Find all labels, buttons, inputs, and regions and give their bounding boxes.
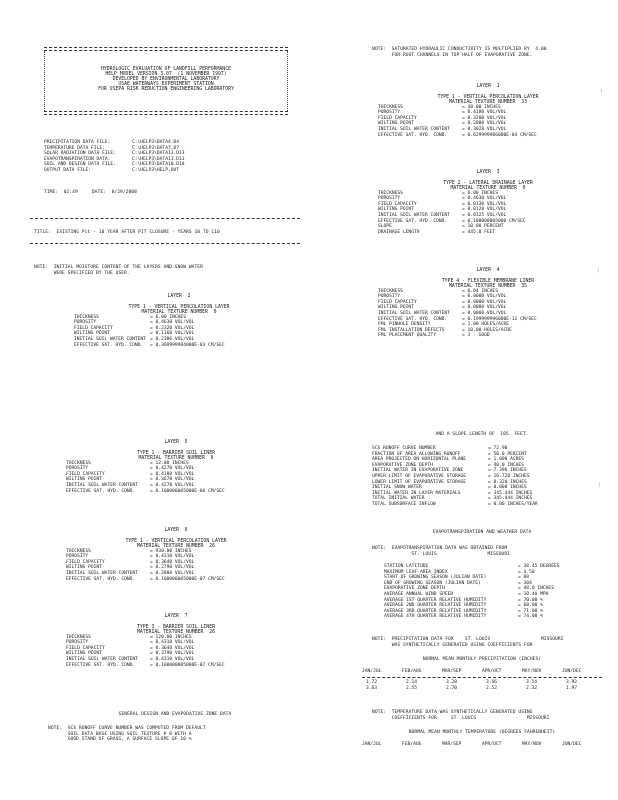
design-row: TOTAL INITIAL WATER = 345.444 INCHES xyxy=(372,496,533,502)
temp-caption: NORMAL MEAN MONTHLY TEMPERATURE (DEGREES FAHRENHEIT) xyxy=(408,730,556,735)
param-row: WILTING POINT = 0.0000 VOL/VOL xyxy=(378,305,507,311)
evapo-row: MAXIMUM LEAF AREA INDEX = 4.50 xyxy=(384,569,535,575)
layer-5-block xyxy=(66,440,286,494)
param-row: INITIAL SOIL WATER CONTENT = 0.4310 VOL/VOL xyxy=(66,656,195,662)
param-row: POROSITY = 0.4180 VOL/VOL xyxy=(378,110,507,116)
banner-line: HYDROLOGIC EVALUATION OF LANDFILL PERFORMANCE xyxy=(101,67,231,72)
evapo-row: EVAPORATIVE ZONE DEPTH = 40.0 INCHES xyxy=(384,586,554,592)
root-channel-note: NOTE: SATURATED HYDRAULIC CONDUCTIVITY IS MULTIPLIED BY 4.00 FOR ROOT CHANNELS IN TOP HALF OF EVAPORATIVE ZONE. xyxy=(372,47,547,58)
banner-box xyxy=(44,47,288,117)
param-row: POROSITY = 0.4630 VOL/VOL xyxy=(74,320,195,326)
param-row: FML PLACEMENT QUALITY = 3 - GOOD xyxy=(378,333,490,339)
input-files xyxy=(44,140,288,174)
evapo-row: END OF GROWING SEASON (JULIAN DATE) = 304 xyxy=(384,580,532,586)
evapo-row: AVERAGE ANNUAL WIND SPEED = 10.40 MPH xyxy=(384,591,549,597)
evapo-row: AVERAGE 3RD QUARTER RELATIVE HUMIDITY = 71.00 % xyxy=(384,608,543,614)
param-row: EFFECTIVE SAT. HYD. COND. = 0.629999986000E-04 CM/SEC xyxy=(378,132,537,138)
scan-mark: ( xyxy=(598,482,601,487)
banner-line: FOR USEPA RISK REDUCTION ENGINEERING LABORATORY xyxy=(98,87,234,92)
param-row: WILTING POINT = 0.1160 VOL/VOL xyxy=(74,331,195,337)
param-row: INITIAL SOIL WATER CONTENT = 0.0125 VOL/VOL xyxy=(378,212,507,218)
param-row: THICKNESS = 120.00 INCHES xyxy=(66,634,192,640)
design-row: LOWER LIMIT OF EVAPORATIVE STORAGE = 8.320 INCHES xyxy=(372,479,527,485)
table-row: 3.63 2.55 2.70 2.52 2.32 1.97 xyxy=(366,685,578,691)
evapo-row: AVERAGE 1ST QUARTER RELATIVE HUMIDITY = 70.00 % xyxy=(384,597,543,603)
evapo-note: NOTE: EVAPOTRANSPIRATION DATA WAS OBTAINED FROM ST. LOUIS MISSOURI xyxy=(372,546,510,557)
temp-note: NOTE: TEMPERATURE DATA WAS SYNTHETICALLY GENERATED USING COEFFICIENTS FOR ST. LOUIS MISSOURI xyxy=(372,710,550,721)
layer-type: TYPE 3 - BARRIER SOIL LINER xyxy=(137,624,215,630)
param-row: FML INSTALLATION DEFECTS = 10.00 HOLES/ACRE xyxy=(378,327,512,333)
moisture-note: NOTE: INITIAL MOISTURE CONTENT OF THE LAYERS AND SNOW WATER WERE SPECIFIED BY THE USER. xyxy=(34,265,203,276)
layer-type: TYPE 1 - VERTICAL PERCOLATION LAYER xyxy=(437,94,539,100)
param-row: FIELD CAPACITY = 0.3640 VOL/VOL xyxy=(66,645,195,651)
param-row: EFFECTIVE SAT. HYD. COND. = 0.100000005000E-06 CM/SEC xyxy=(66,488,225,494)
design-row: AREA PROJECTED ON HORIZONTAL PLANE = 1.000 ACRES xyxy=(372,457,524,463)
param-row: INITIAL SOIL WATER CONTENT = 0.2808 VOL/VOL xyxy=(66,570,195,576)
param-row: EFFECTIVE SAT. HYD. COND. = 0.369999984000E-03 CM/SEC xyxy=(74,342,225,348)
banner-line: HELP MODEL VERSION 3.07 (1 NOVEMBER 1997) xyxy=(105,72,227,77)
title-rule-bottom xyxy=(30,243,300,244)
layer-title: LAYER 4 xyxy=(476,268,500,273)
precip-note: NOTE: PRECIPITATION DATA FOR ST. LOUIS MISSOURI WAS SYNTHETICALLY GENERATED USING COEFFICIENTS FOR xyxy=(372,637,564,648)
param-row: THICKNESS = 6.00 INCHES xyxy=(378,190,498,196)
layer-title: LAYER 2 xyxy=(167,294,191,299)
evapo-row: STATION LATITUDE = 38.45 DEGREES xyxy=(384,564,560,569)
design-heading: AND A SLOPE LENGTH OF 105. FEET. xyxy=(435,432,529,437)
layer-texture: MATERIAL TEXTURE NUMBER 0 xyxy=(138,455,214,461)
param-row: FIELD CAPACITY = 0.4180 VOL/VOL xyxy=(66,471,195,477)
banner-line: DEVELOPED BY ENVIRONMENTAL LABORATORY xyxy=(112,77,220,82)
param-row: POROSITY = 0.4270 VOL/VOL xyxy=(66,466,195,472)
table-header: JAN/JUL FEB/AUG MAR/SEP APR/OCT MAY/NOV JUN/DEC xyxy=(362,669,582,674)
layer-title: LAYER 5 xyxy=(164,440,188,445)
layer-title: LAYER 3 xyxy=(476,170,500,175)
param-row: WILTING POINT = 0.2080 VOL/VOL xyxy=(378,121,507,127)
param-row: INITIAL SOIL WATER CONTENT = 0.2306 VOL/VOL xyxy=(74,336,195,342)
precip-table xyxy=(362,669,602,691)
evapo-heading: EVAPOTRANSPIRATION AND WEATHER DATA xyxy=(432,530,532,535)
layer-texture: MATERIAL TEXTURE NUMBER 26 xyxy=(137,543,215,549)
param-row: POROSITY = 0.4310 VOL/VOL xyxy=(66,554,195,560)
time-line: TIME: 02:49 DATE: 8/29/2008 xyxy=(44,190,137,195)
param-row: FIELD CAPACITY = 0.3640 VOL/VOL xyxy=(66,559,195,565)
design-data xyxy=(372,446,602,508)
param-row: THICKNESS = 48.00 INCHES xyxy=(378,104,501,110)
layer-texture: MATERIAL TEXTURE NUMBER 0 xyxy=(141,309,217,315)
general-heading: GENERAL DESIGN AND EVAPORATIVE ZONE DATA xyxy=(118,712,232,717)
file-row: EVAPOTRANSPIRATION DATA: C:\HELP3\DATA11.D11 xyxy=(44,156,185,162)
design-row: FRACTION OF AREA ALLOWING RUNOFF = 50.0 PERCENT xyxy=(372,451,527,457)
param-row: INITIAL SOIL WATER CONTENT = 0.4270 VOL/VOL xyxy=(66,482,195,488)
layer-type: TYPE 1 - BARRIER SOIL LINER xyxy=(137,450,215,456)
param-row: THICKNESS = 930.00 INCHES xyxy=(66,548,192,554)
design-row: INITIAL WATER IN LAYER MATERIALS = 345.444 INCHES xyxy=(372,490,533,496)
layer-texture: MATERIAL TEXTURE NUMBER 0 xyxy=(450,185,526,191)
scan-mark: ( xyxy=(600,88,603,93)
layer-texture: MATERIAL TEXTURE NUMBER 35 xyxy=(449,283,527,289)
design-row: UPPER LIMIT OF EVAPORATIVE STORAGE = 16.720 INCHES xyxy=(372,473,530,479)
design-row: SCS RUNOFF CURVE NUMBER = 72.90 xyxy=(372,446,508,451)
param-row: EFFECTIVE SAT. HYD. COND. = 0.100000005000E-07 CM/SEC xyxy=(66,662,225,668)
file-row: PRECIPITATION DATA FILE: C:\HELP3\DATA4.D4 xyxy=(44,140,180,145)
layer-4-block xyxy=(378,268,598,339)
layer-2-block xyxy=(74,294,284,348)
param-row: THICKNESS = 12.00 INCHES xyxy=(66,460,189,466)
runoff-note: NOTE: SCS RUNOFF CURVE NUMBER WAS COMPUTED FROM DEFAULT SOIL DATA BASE USING SOIL TEXTURE # 8 WITH A GOOD STAND OF GRASS, A SURFACE SLOPE OF 10 % xyxy=(48,726,206,743)
param-row: SLOPE = 10.00 PERCENT xyxy=(378,224,504,230)
precip-caption: NORMAL MEAN MONTHLY PRECIPITATION (INCHES) xyxy=(422,657,542,662)
param-row: WILTING POINT = 0.2790 VOL/VOL xyxy=(66,651,195,657)
layer-title: LAYER 1 xyxy=(476,84,500,89)
layer-3-block xyxy=(378,170,598,235)
param-row: DRAINAGE LENGTH = 445.0 FEET xyxy=(378,229,496,235)
file-row: OUTPUT DATA FILE: C:\HELP3\HELP.OUT xyxy=(44,167,180,173)
param-row: INITIAL SOIL WATER CONTENT = 0.0000 VOL/VOL xyxy=(378,310,507,316)
design-row: INITIAL WATER IN EVAPORATIVE ZONE = 7.396 INCHES xyxy=(372,468,527,474)
design-row: TOTAL SUBSURFACE INFLOW = 0.00 INCHES/YEAR xyxy=(372,501,538,507)
param-row: FIELD CAPACITY = 0.2320 VOL/VOL xyxy=(74,325,195,331)
temp-table xyxy=(362,742,602,748)
param-row: THICKNESS = 6.00 INCHES xyxy=(74,314,186,320)
design-row: INITIAL SNOW WATER = 0.000 INCHES xyxy=(372,485,527,491)
layer-6-block xyxy=(66,528,286,582)
title-line: TITLE: EXISTING Pit - 10 YEAR AFTER PIT CLOSURE - YEARS 10 TO 110 xyxy=(34,230,220,235)
table-header: JAN/JUL FEB/AUG MAR/SEP APR/OCT MAY/NOV JUN/DEC xyxy=(362,742,582,747)
param-row: WILTING POINT = 0.3670 VOL/VOL xyxy=(66,477,195,483)
param-row: POROSITY = 0.4630 VOL/VOL xyxy=(378,196,507,202)
file-row: SOIL AND DESIGN DATA FILE: C:\HELP3\DATA10.D10 xyxy=(44,162,185,168)
layer-type: TYPE 1 - VERTICAL PERCOLATION LAYER xyxy=(128,304,230,310)
layer-type: TYPE 4 - FLEXIBLE MEMBRANE LINER xyxy=(441,278,535,284)
param-row: POROSITY = 0.4310 VOL/VOL xyxy=(66,640,195,646)
banner-text xyxy=(44,67,288,92)
evapo-data xyxy=(384,564,604,620)
param-row: FIELD CAPACITY = 0.3200 VOL/VOL xyxy=(378,115,507,121)
layer-title: LAYER 7 xyxy=(164,614,188,619)
scan-mark: ( xyxy=(597,268,600,273)
layer-type: TYPE 2 - LATERAL DRAINAGE LAYER xyxy=(443,180,533,186)
banner-line: USAE WATERWAYS EXPERIMENT STATION xyxy=(118,82,214,87)
param-row: EFFECTIVE SAT. HYD. COND. = 0.199999996000E-12 CM/SEC xyxy=(378,316,537,322)
param-row: FIELD CAPACITY = 0.0130 VOL/VOL xyxy=(378,201,507,207)
design-row: EVAPORATIVE ZONE DEPTH = 40.0 INCHES xyxy=(372,462,524,468)
param-row: EFFECTIVE SAT. HYD. COND. = 0.100000005000E-07 CM/SEC xyxy=(66,576,225,582)
param-row: EFFECTIVE SAT. HYD. COND. = 0.100000005000 CM/SEC xyxy=(378,218,526,224)
layer-texture: MATERIAL TEXTURE NUMBER 26 xyxy=(137,629,215,635)
table-row: 1.72 2.14 3.28 3.66 3.54 3.92 xyxy=(366,680,578,686)
layer-7-block xyxy=(66,614,286,668)
file-row: TEMPERATURE DATA FILE: C:\HELP3\DATA7.D7 xyxy=(44,145,180,151)
param-row: INITIAL SOIL WATER CONTENT = 0.3028 VOL/VOL xyxy=(378,126,507,132)
layer-1-block xyxy=(378,84,598,138)
evapo-row: AVERAGE 4TH QUARTER RELATIVE HUMIDITY = 74.00 % xyxy=(384,614,543,620)
param-row: FML PINHOLE DENSITY = 1.00 HOLES/ACRE xyxy=(378,322,510,328)
param-row: THICKNESS = 0.04 INCHES xyxy=(378,288,498,294)
file-row: SOLAR RADIATION DATA FILE: C:\HELP3\DATA13.D13 xyxy=(44,151,185,157)
layer-texture: MATERIAL TEXTURE NUMBER 33 xyxy=(449,99,527,105)
param-row: WILTING POINT = 0.0120 VOL/VOL xyxy=(378,207,507,213)
param-row: WILTING POINT = 0.2790 VOL/VOL xyxy=(66,565,195,571)
param-row: POROSITY = 0.0000 VOL/VOL xyxy=(378,294,507,300)
layer-type: TYPE 1 - VERTICAL PERCOLATION LAYER xyxy=(125,538,227,544)
title-rule-top xyxy=(30,218,300,219)
evapo-row: START OF GROWING SEASON (JULIAN DATE) = 88 xyxy=(384,575,530,581)
layer-title: LAYER 6 xyxy=(164,528,188,533)
param-row: FIELD CAPACITY = 0.0000 VOL/VOL xyxy=(378,299,507,305)
evapo-row: AVERAGE 2ND QUARTER RELATIVE HUMIDITY = 68.00 % xyxy=(384,603,543,609)
